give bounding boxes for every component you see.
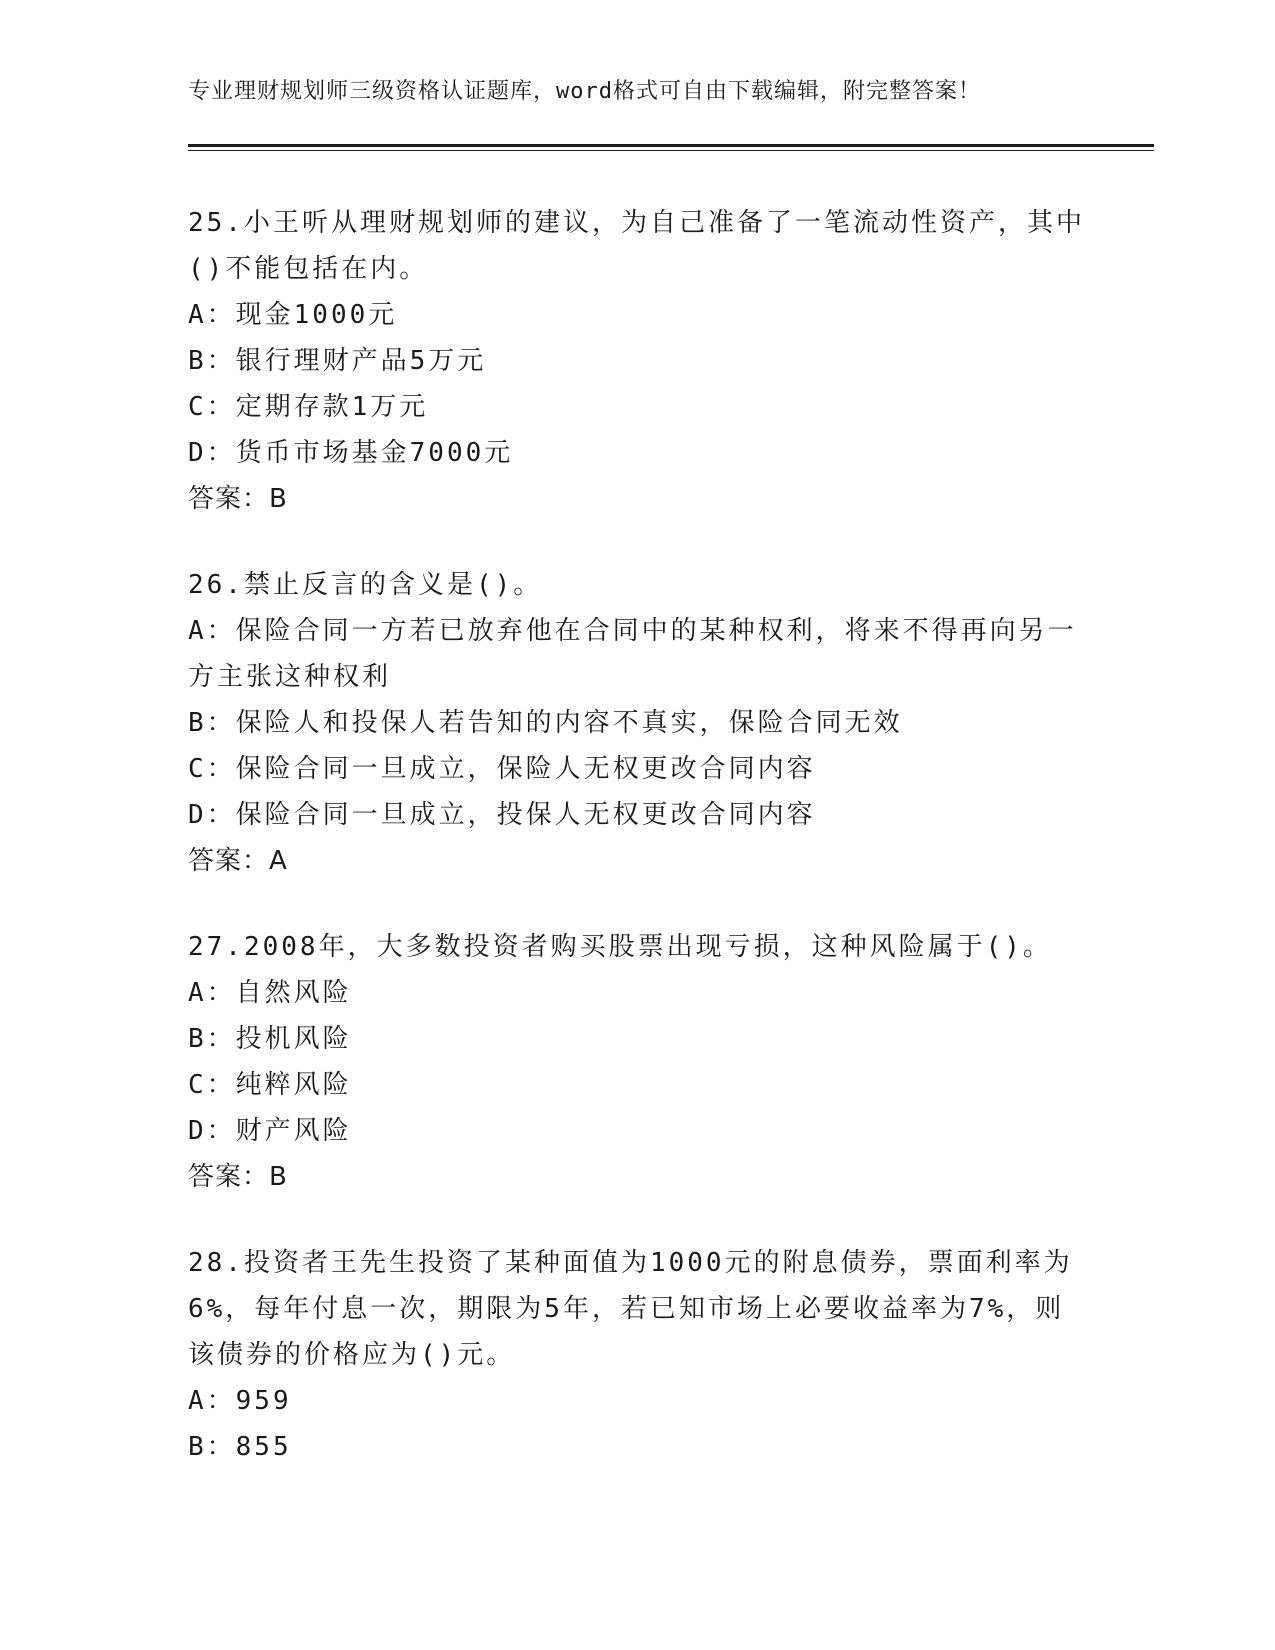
option-a-continued: 方主张这种权利 (188, 662, 392, 692)
question-stem-line: 25.小王听从理财规划师的建议，为自己准备了一笔流动性资产，其中 (188, 208, 1085, 238)
option-c: C：纯粹风险 (188, 1070, 352, 1100)
question-26 (188, 562, 1088, 884)
question-stem-line: 该债券的价格应为()元。 (188, 1340, 516, 1370)
option-a: A：保险合同一方若已放弃他在合同中的某种权利，将来不得再向另一 (188, 616, 1077, 646)
question-27 (188, 924, 1088, 1200)
option-d: D：货币市场基金7000元 (188, 438, 514, 468)
document-header: 专业理财规划师三级资格认证题库，word格式可自由下载编辑，附完整答案！ (188, 79, 981, 104)
option-a: A：自然风险 (188, 978, 352, 1008)
header-rule-thick (188, 144, 1154, 147)
option-a: A：现金1000元 (188, 300, 398, 330)
question-25 (188, 200, 1088, 522)
option-c: C：保险合同一旦成立，保险人无权更改合同内容 (188, 754, 816, 784)
answer-label: 答案：B (188, 484, 288, 514)
answer-label: 答案：B (188, 1162, 288, 1192)
option-a: A：959 (188, 1386, 292, 1416)
answer-label: 答案：A (188, 846, 288, 876)
question-stem-line: 28.投资者王先生投资了某种面值为1000元的附息债券，票面利率为 (188, 1248, 1073, 1278)
header-rule-thin (188, 150, 1154, 151)
option-b: B：投机风险 (188, 1024, 352, 1054)
question-stem-line: ()不能包括在内。 (188, 254, 429, 284)
option-b: B：保险人和投保人若告知的内容不真实，保险合同无效 (188, 708, 903, 738)
option-b: B：855 (188, 1432, 292, 1462)
option-b: B：银行理财产品5万元 (188, 346, 487, 376)
option-d: D：保险合同一旦成立，投保人无权更改合同内容 (188, 800, 816, 830)
option-d: D：财产风险 (188, 1116, 352, 1146)
question-stem-line: 27.2008年，大多数投资者购买股票出现亏损，这种风险属于()。 (188, 932, 1052, 962)
question-stem-line: 6%，每年付息一次，期限为5年，若已知市场上必要收益率为7%，则 (188, 1294, 1065, 1324)
option-c: C：定期存款1万元 (188, 392, 429, 422)
question-list (188, 200, 1088, 1510)
question-28 (188, 1240, 1088, 1470)
question-stem-line: 26.禁止反言的含义是()。 (188, 570, 543, 600)
